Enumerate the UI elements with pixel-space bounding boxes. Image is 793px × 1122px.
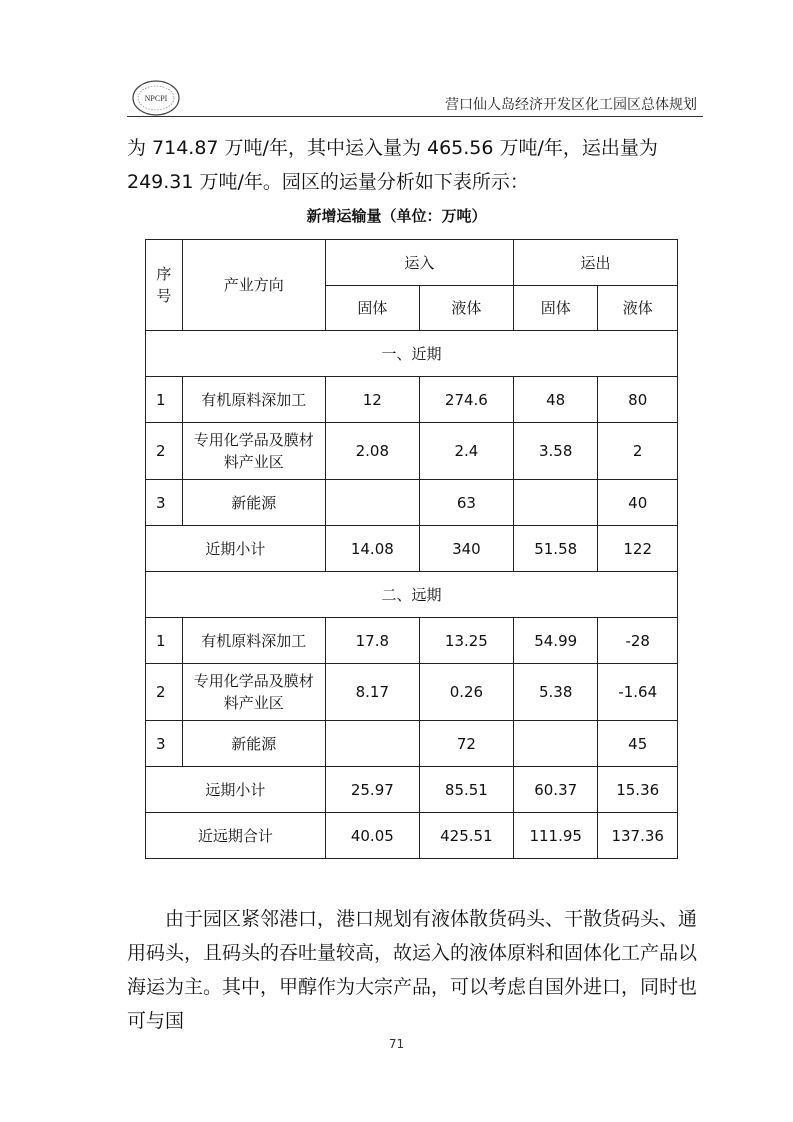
- header-in-liquid: 液体: [419, 286, 513, 331]
- row-in-liquid: 13.25: [419, 618, 513, 664]
- header-out-liquid: 液体: [598, 286, 678, 331]
- row-out-liquid: -28: [598, 618, 678, 664]
- row-industry: 有机原料深加工: [182, 618, 325, 664]
- row-seq: 3: [146, 721, 183, 767]
- table-row: [146, 664, 678, 721]
- subtotal-label: 远期小计: [146, 767, 326, 813]
- header-out: 运出: [513, 240, 677, 286]
- row-out-solid: 48: [513, 377, 597, 423]
- total-row: [146, 813, 678, 859]
- subtotal-out-solid: 60.37: [513, 767, 597, 813]
- header-in-solid: 固体: [325, 286, 419, 331]
- logo-text: NPCPI: [144, 94, 168, 103]
- transport-volume-table: [145, 239, 678, 859]
- row-industry: 专用化学品及膜材料产业区: [182, 664, 325, 721]
- subtotal-in-liquid: 85.51: [419, 767, 513, 813]
- row-seq: 1: [146, 618, 183, 664]
- row-out-solid: [513, 480, 597, 526]
- row-industry: 新能源: [182, 721, 325, 767]
- subtotal-out-liquid: 15.36: [598, 767, 678, 813]
- row-seq: 2: [146, 423, 183, 480]
- row-out-liquid: 40: [598, 480, 678, 526]
- total-out-solid: 111.95: [513, 813, 597, 859]
- subtotal-label: 近期小计: [146, 526, 326, 572]
- header-in: 运入: [325, 240, 513, 286]
- row-out-solid: 3.58: [513, 423, 597, 480]
- total-label: 近远期合计: [146, 813, 326, 859]
- page-number: 71: [388, 1037, 405, 1051]
- row-in-solid: [325, 480, 419, 526]
- row-out-liquid: 45: [598, 721, 678, 767]
- row-out-solid: 54.99: [513, 618, 597, 664]
- npcpi-logo: [131, 76, 181, 120]
- table-row: [146, 377, 678, 423]
- subtotal-row-near: [146, 526, 678, 572]
- subtotal-out-liquid: 122: [598, 526, 678, 572]
- table-row: [146, 423, 678, 480]
- document-header-title: 营口仙人岛经济开发区化工园区总体规划: [445, 97, 697, 113]
- row-industry: 有机原料深加工: [182, 377, 325, 423]
- header-out-solid: 固体: [513, 286, 597, 331]
- row-out-solid: 5.38: [513, 664, 597, 721]
- row-out-liquid: -1.64: [598, 664, 678, 721]
- row-seq: 1: [146, 377, 183, 423]
- body-paragraph: 由于园区紧邻港口，港口规划有液体散货码头、干散货码头、通用码头，且码头的吞吐量较高，故运入的液体原料和固体化工产品以海运为主。其中，甲醇作为大宗产品，可以考虑自国外进口，同时也可与国: [127, 908, 698, 1032]
- row-in-solid: 8.17: [325, 664, 419, 721]
- row-industry: 新能源: [182, 480, 325, 526]
- row-in-solid: 2.08: [325, 423, 419, 480]
- header-seq: 序号: [146, 240, 183, 331]
- row-in-solid: 17.8: [325, 618, 419, 664]
- total-in-solid: 40.05: [325, 813, 419, 859]
- section-row-near: [146, 331, 678, 377]
- table-row: [146, 618, 678, 664]
- table-header-row: [146, 240, 678, 286]
- section-title-far: 二、远期: [146, 572, 678, 618]
- row-seq: 2: [146, 664, 183, 721]
- table-row: [146, 721, 678, 767]
- row-out-solid: [513, 721, 597, 767]
- row-in-solid: [325, 721, 419, 767]
- row-out-liquid: 2: [598, 423, 678, 480]
- total-out-liquid: 137.36: [598, 813, 678, 859]
- row-out-liquid: 80: [598, 377, 678, 423]
- header-direction: 产业方向: [182, 240, 325, 331]
- row-in-liquid: 274.6: [419, 377, 513, 423]
- row-seq: 3: [146, 480, 183, 526]
- subtotal-in-liquid: 340: [419, 526, 513, 572]
- row-in-liquid: 72: [419, 721, 513, 767]
- subtotal-in-solid: 25.97: [325, 767, 419, 813]
- subtotal-out-solid: 51.58: [513, 526, 597, 572]
- subtotal-row-far: [146, 767, 678, 813]
- table-caption: 新增运输量（单位：万吨）: [306, 207, 487, 225]
- row-in-liquid: 63: [419, 480, 513, 526]
- row-industry: 专用化学品及膜材料产业区: [182, 423, 325, 480]
- table-row: [146, 480, 678, 526]
- total-in-liquid: 425.51: [419, 813, 513, 859]
- intro-paragraph: 为 714.87 万吨/年，其中运入量为 465.56 万吨/年，运出量为 249.31 万吨/年。园区的运量分析如下表所示：: [127, 137, 658, 193]
- subtotal-in-solid: 14.08: [325, 526, 419, 572]
- row-in-liquid: 0.26: [419, 664, 513, 721]
- header-divider: [127, 116, 703, 117]
- row-in-liquid: 2.4: [419, 423, 513, 480]
- section-title-near: 一、近期: [146, 331, 678, 377]
- section-row-far: [146, 572, 678, 618]
- row-in-solid: 12: [325, 377, 419, 423]
